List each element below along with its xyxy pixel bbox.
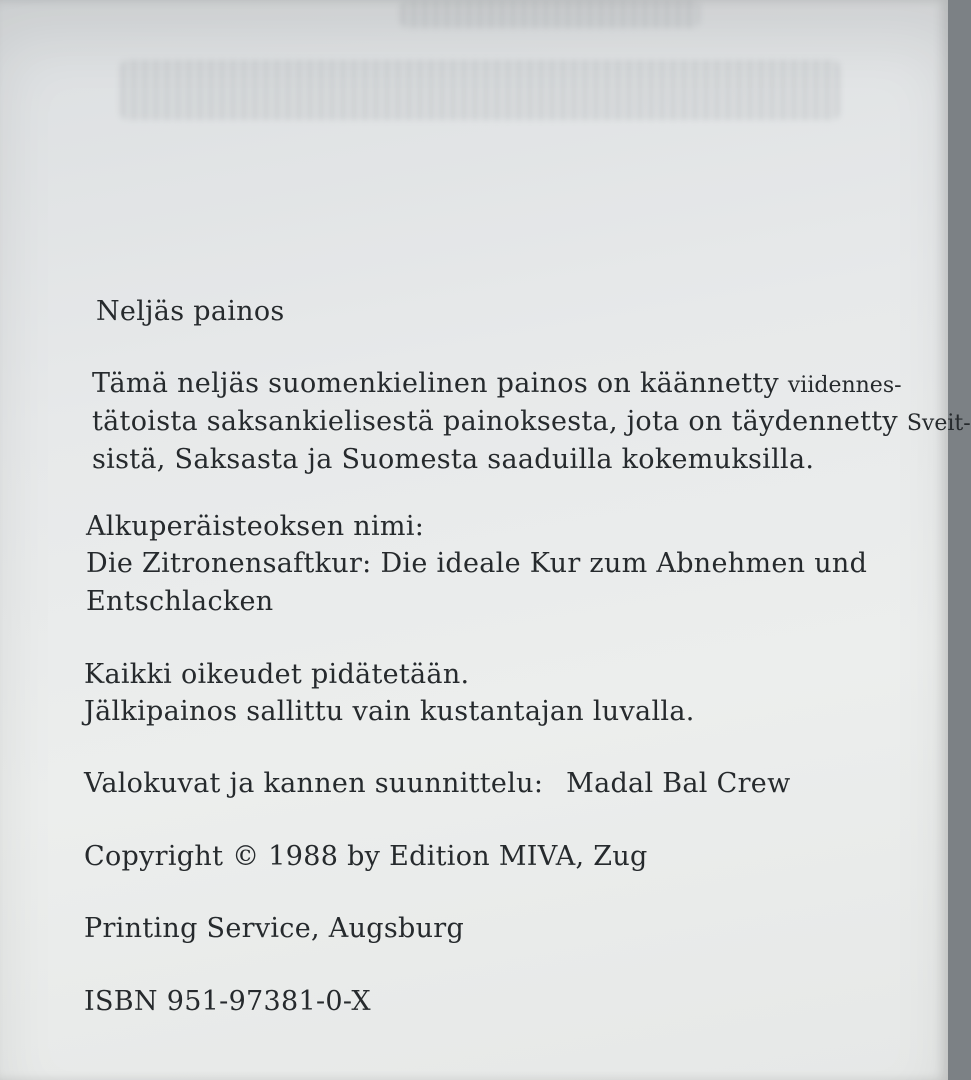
original-title-line-1 [86,545,867,583]
edition-line: Neljäs painos [96,296,285,327]
rights-line-1: Kaikki oikeudet pidätetään. [84,659,470,690]
translation-note-line-3: sistä, Saksasta ja Suomesta saaduilla kokemuksilla. [92,444,815,475]
translation-note-line-1-end: viidennes- [787,373,902,398]
translation-note-line-1 [92,365,902,405]
printer-line: Printing Service, Augsburg [84,913,465,944]
credits-value: Madal Bal Crew [566,768,791,799]
credits-line [84,765,790,803]
original-title-line-1-end: und [814,548,868,579]
original-title-line-2: Entschlacken [86,586,274,617]
rights-line-2: Jälkipainos sallittu vain kustantajan luvalla. [84,696,695,727]
isbn-line: ISBN 951-97381-0-X [84,986,371,1017]
translation-note-line-1-main: Tämä neljäs suomenkielinen painos on käännetty [92,368,788,399]
translation-note-line-2 [92,403,971,443]
original-title-label: Alkuperäisteoksen nimi: [86,511,425,542]
translation-note-line-2-main: tätoista saksankielisestä painoksesta, jota on täydennetty [92,406,907,437]
credits-label: Valokuvat ja kannen suunnittelu: [84,768,544,799]
show-through-text [120,60,840,120]
original-title-line-1-main: Die Zitronensaftkur: Die ideale Kur zum Abnehmen [86,548,815,579]
translation-note-line-2-end: Sveit- [906,411,971,436]
copyright-line: Copyright © 1988 by Edition MIVA, Zug [84,841,648,872]
show-through-text-top [400,0,700,28]
